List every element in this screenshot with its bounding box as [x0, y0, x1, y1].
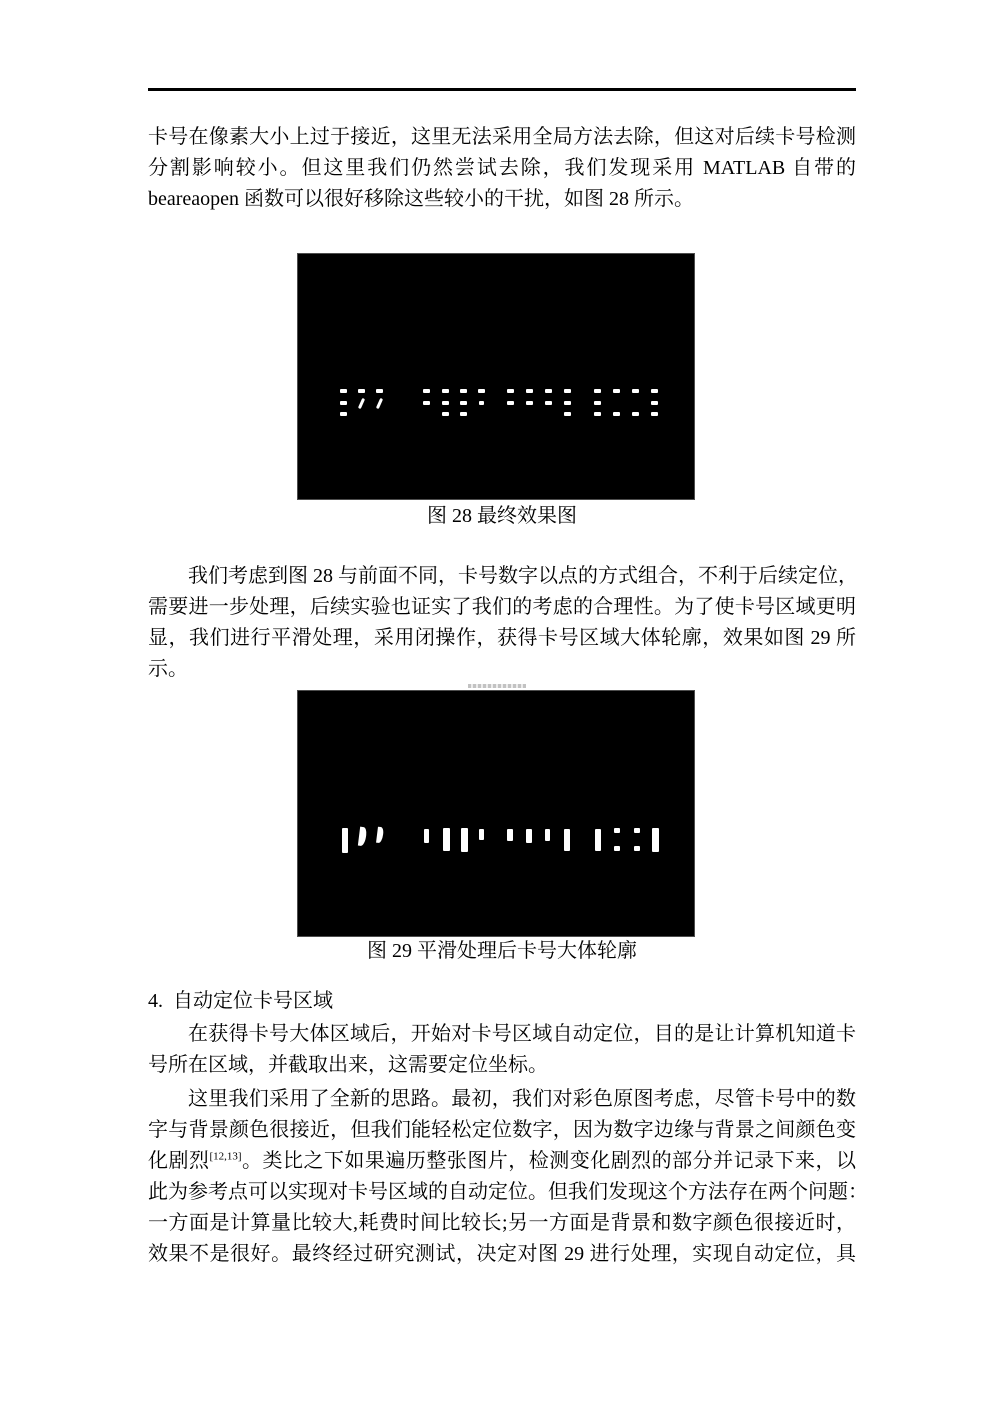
figure-mark	[479, 401, 484, 405]
figure-mark	[526, 389, 533, 393]
figure-mark	[443, 828, 450, 851]
figure-mark	[651, 389, 658, 393]
section-4-heading: 4. 自动定位卡号区域	[148, 990, 333, 1012]
figure-mark	[526, 401, 533, 405]
figure-mark	[423, 389, 430, 393]
text-run: 。类比之下如果遍历整张图片，检测变化剧烈的部分并记录下来，以	[241, 1150, 857, 1172]
text-line: 卡号在像素大小上过于接近，这里无法采用全局方法去除，但这对后续卡号检测	[148, 126, 856, 148]
figure-mark	[651, 401, 658, 405]
figure-28-image	[297, 253, 695, 500]
figure-mark	[564, 829, 570, 851]
figure-mark	[376, 389, 383, 393]
figure-mark	[594, 412, 601, 416]
figure-mark	[442, 412, 449, 416]
figure-mark	[342, 828, 348, 853]
figure-mark	[613, 389, 620, 393]
figure-mark	[545, 401, 552, 405]
figure-mark	[614, 828, 620, 833]
figure-mark	[507, 389, 514, 393]
faint-text-artifact	[468, 684, 526, 688]
figure-29-image	[297, 690, 695, 937]
figure-mark	[632, 412, 639, 416]
paragraph-2	[148, 561, 856, 685]
text-line: 一方面是计算量比较大,耗费时间比较长;另一方面是背景和数字颜色很接近时，	[148, 1212, 856, 1234]
figure-mark	[478, 389, 485, 393]
figure-mark	[507, 829, 513, 841]
text-line: 此为参考点可以实现对卡号区域的自动定位。但我们发现这个方法存在两个问题：	[148, 1181, 868, 1203]
figure-mark	[564, 412, 571, 416]
figure-29-caption: 图 29 平滑处理后卡号大体轮廓	[367, 940, 637, 962]
figure-mark	[442, 401, 449, 405]
figure-mark	[358, 389, 365, 393]
figure-mark	[526, 829, 532, 843]
figure-mark	[634, 846, 640, 851]
figure-mark	[594, 389, 601, 393]
header-rule	[148, 88, 856, 91]
text-line	[148, 1146, 856, 1177]
text-line: 号所在区域，并截取出来，这需要定位坐标。	[148, 1054, 548, 1076]
figure-mark	[461, 828, 468, 852]
paragraph-3	[148, 1019, 856, 1081]
figure-mark	[358, 398, 365, 409]
citation-superscript: [12,13]	[209, 1150, 242, 1163]
text-line: 需要进一步处理，后续实验也证实了我们的考虑的合理性。为了使卡号区域更明	[148, 596, 856, 618]
figure-mark	[479, 829, 484, 840]
paragraph-1	[148, 122, 856, 215]
text-line: 这里我们采用了全新的思路。最初，我们对彩色原图考虑，尽管卡号中的数	[188, 1088, 856, 1110]
text-line: beareaopen 函数可以很好移除这些较小的干扰，如图 28 所示。	[148, 188, 695, 210]
figure-mark	[376, 827, 384, 844]
figure-mark	[340, 412, 347, 416]
figure-mark	[613, 412, 620, 416]
figure-mark	[564, 401, 571, 405]
figure-mark	[423, 401, 430, 405]
figure-mark	[340, 401, 347, 405]
figure-mark	[545, 829, 550, 841]
figure-mark	[595, 829, 601, 851]
figure-mark	[545, 389, 552, 393]
figure-mark	[632, 389, 639, 393]
figure-mark	[460, 412, 467, 416]
figure-mark	[652, 828, 659, 852]
text-run: 化剧烈	[148, 1150, 210, 1172]
text-line: 效果不是很好。最终经过研究测试，决定对图 29 进行处理，实现自动定位，具	[148, 1243, 856, 1265]
figure-mark	[340, 389, 347, 393]
figure-mark	[651, 412, 658, 416]
text-line: 在获得卡号大体区域后，开始对卡号区域自动定位，目的是让计算机知道卡	[188, 1023, 856, 1045]
text-line: 分割影响较小。但这里我们仍然尝试去除，我们发现采用 MATLAB 自带的	[148, 157, 856, 179]
figure-mark	[564, 389, 571, 393]
figure-28-caption: 图 28 最终效果图	[427, 505, 577, 527]
figure-mark	[507, 401, 514, 405]
figure-mark	[376, 398, 383, 409]
figure-mark	[424, 829, 429, 843]
figure-mark	[594, 401, 601, 405]
paragraph-4	[148, 1084, 868, 1270]
figure-mark	[614, 846, 620, 851]
figure-mark	[442, 389, 449, 393]
text-line: 示。	[148, 658, 188, 680]
text-line: 字与背景颜色很接近，但我们能轻松定位数字，因为数字边缘与背景之间颜色变	[148, 1119, 856, 1141]
figure-mark	[634, 828, 640, 833]
text-line: 我们考虑到图 28 与前面不同，卡号数字以点的方式组合，不利于后续定位，	[188, 565, 858, 587]
text-line: 显，我们进行平滑处理，采用闭操作，获得卡号区域大体轮廓，效果如图 29 所	[148, 627, 856, 649]
figure-mark	[460, 389, 467, 393]
figure-mark	[358, 827, 367, 847]
figure-mark	[460, 401, 467, 405]
